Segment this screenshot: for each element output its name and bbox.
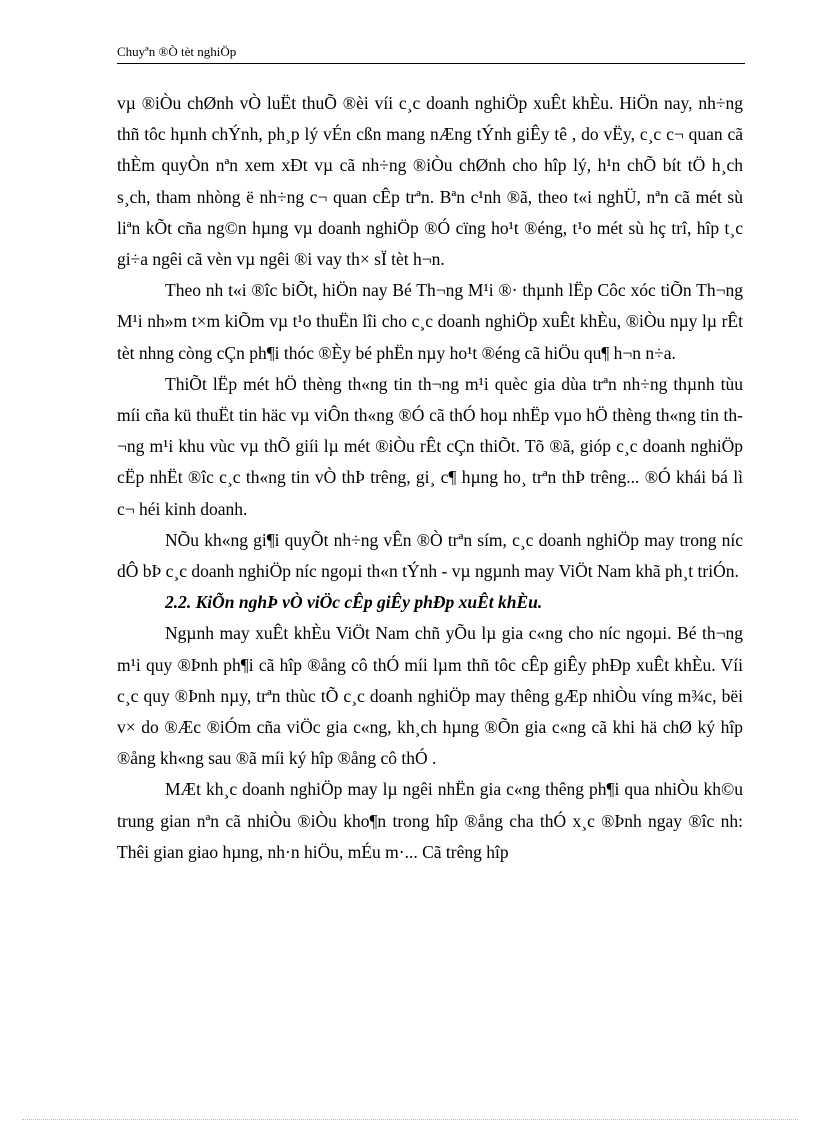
document-body [117, 88, 743, 868]
header-title: Chuyªn ®Ò tèt nghiÖp [117, 44, 237, 59]
section-heading: 2.2. KiÕn nghÞ vÒ viÖc cÊp giÊy phÐp xuÊt khÈu. [165, 592, 543, 613]
page-bottom-divider [22, 1119, 798, 1120]
paragraph: NÕu kh«ng gi¶i quyÕt nh÷ng vÊn ®Ò trªn sím, c¸c doanh nghiÖp may trong níc dÔ bÞ c¸c doanh nghiÖp níc ngoµi th«n tÝnh - vµ ngµnh may ViÖt Nam khã ph¸t triÓn. [117, 529, 743, 582]
paragraph: Ngµnh may xuÊt khÈu ViÖt Nam chñ yÕu lµ gia c«ng cho níc ngoµi. Bé th¬ng m¹i quy ®Þnh ph¶i cã hîp ®ång cô thÓ míi lµm thñ tôc cÊp giÊy phÐp xuÊt khÈu. Víi c¸c quy ®Þnh nµy, trªn thùc tÕ c¸c doanh nghiÖp may thêng gÆp nhiÒu víng m¾c, bëi v× do ®Æc ®iÓm cña viÖc gia c«ng, kh¸ch hµng ®Õn gia c«ng cã khi hä chØ ký hîp ®ång kh«ng sau ®ã míi ký hîp ®ång cô thÓ . [117, 623, 743, 769]
page-header [117, 44, 745, 64]
paragraph: MÆt kh¸c doanh nghiÖp may lµ ngêi nhËn gia c«ng thêng ph¶i qua nhiÒu kh©u trung gian nªn cã nhiÒu ®iÒu kho¶n trong hîp ®ång cha thÓ x¸c ®Þnh ngay ®îc nh: Thêi gian giao hµng, nh·n hiÖu, mÉu m·... Cã trêng hîp [117, 779, 743, 862]
paragraph: Theo nh t«i ®îc biÕt, hiÖn nay Bé Th¬ng M¹i ®· thµnh lËp Côc xóc tiÕn Th¬ng M¹i nh»m t×m kiÕm vµ t¹o thuËn lîi cho c¸c doanh nghiÖp xuÊt khÈu, ®iÒu nµy lµ rÊt tèt nhng còng cÇn ph¶i thóc ®Èy bé phËn nµy ho¹t ®éng cã hiÖu qu¶ h¬n n÷a. [117, 280, 743, 363]
paragraph: ThiÕt lËp mét hÖ thèng th«ng tin th¬ng m¹i quèc gia dùa trªn nh÷ng thµnh tùu míi cña kü thuËt tin häc vµ viÔn th«ng ®Ó cã thÓ hoµ nhËp vµo hÖ thèng th«ng tin th¬ng m¹i khu vùc vµ thÕ giíi lµ mét ®iÒu rÊt cÇn thiÕt. Tõ ®ã, gióp c¸c doanh nghiÖp cËp nhËt ®îc c¸c th«ng tin vÒ thÞ trêng, gi¸ c¶ hµng ho¸ trªn thÞ trêng... ®Ó khái bá lì c¬ héi kinh doanh. [117, 373, 743, 519]
paragraph: vµ ®iÒu chØnh vÒ luËt thuÕ ®èi víi c¸c doanh nghiÖp xuÊt khÈu. HiÖn nay, nh÷ng thñ tôc hµnh chÝnh, ph¸p lý vÉn cßn mang nÆng tÝnh giÊy tê , do vËy, c¸c c¬ quan cã thÈm quyÒn nªn xem xÐt vµ cã nh÷ng ®iÒu chØnh cho hîp lý, h¹n chÕ bít tÖ h¸ch s¸ch, tham nhòng ë nh÷ng c¬ quan cÊp trªn. Bªn c¹nh ®ã, theo t«i nghÜ, nªn cã mét sù liªn kÕt cña ng©n hµng vµ doanh nghiÖp ®Ó cïng ho¹t ®éng, t¹o mét sù hç trî, hîp t¸c gi÷a ngêi cã vèn vµ ngêi ®i vay th× sÏ tèt h¬n. [117, 93, 743, 270]
